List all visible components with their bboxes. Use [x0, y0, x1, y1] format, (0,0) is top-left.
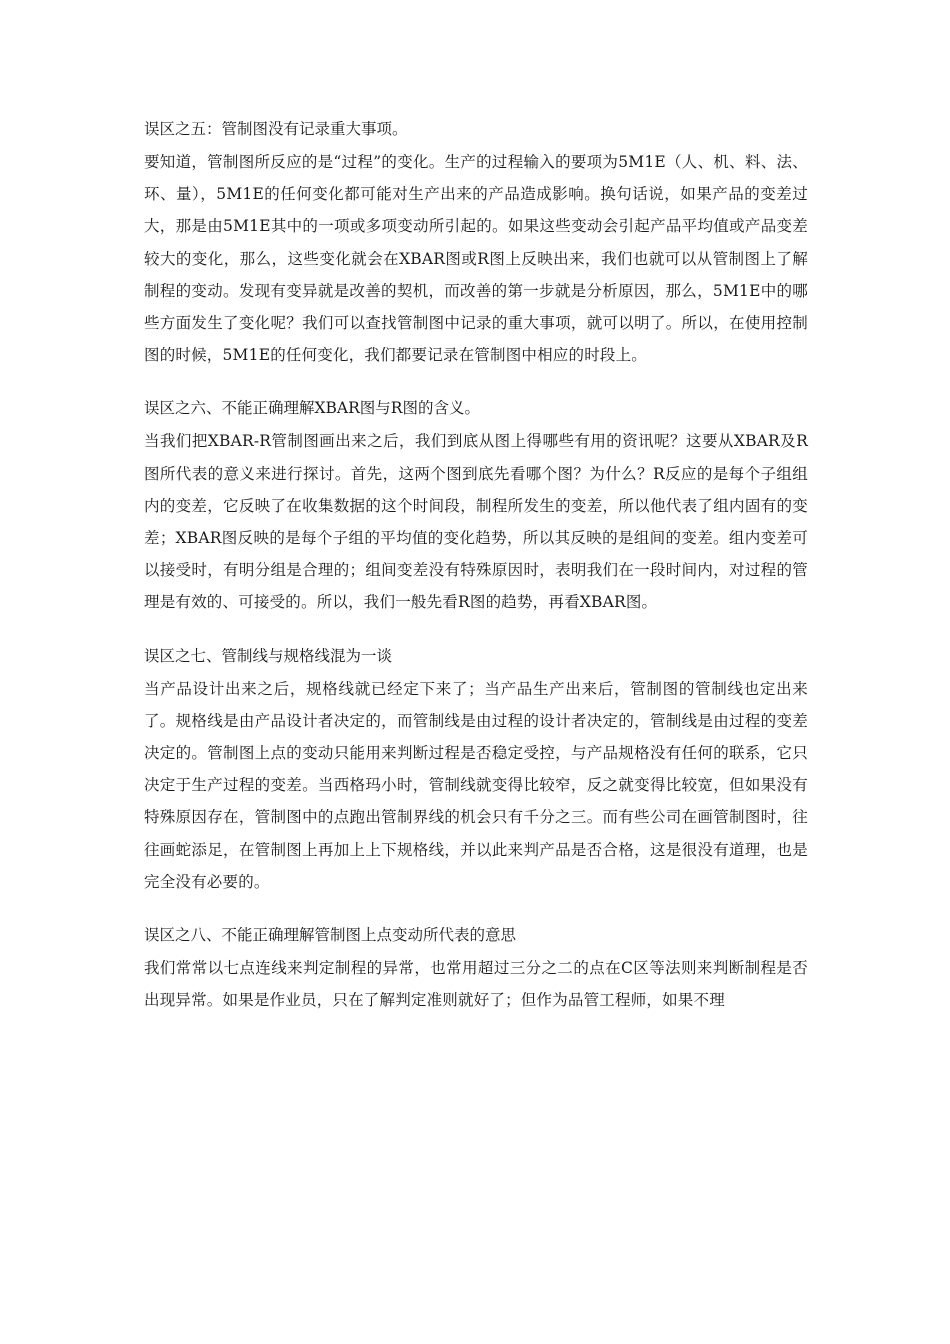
section-heading: 误区之八、不能正确理解管制图上点变动所代表的意思 — [144, 926, 517, 945]
document-page — [144, 112, 808, 1036]
section-mistake-5 — [144, 112, 808, 371]
section-heading: 误区之五：管制图没有记录重大事项。 — [144, 120, 408, 138]
section-mistake-7 — [144, 639, 808, 898]
section-paragraph: 要知道，管制图所反应的是“过程”的变化。生产的过程输入的要项为5M1E（人、机、料、法、环、量），5M1E的任何变化都可能对生产出来的产品造成影响。换句话说，如果产品的变差过大，那是由5M1E其中的一项或多项变动所引起的。如果这些变动会引起产品平均值或产品变差较大的变化，那么，这些变化就会在XBAR图或R图上反映出来，我们也就可以从管制图上了解制程的变动。发现有变异就是改善的契机，而改善的第一步就是分析原因，那么，5M1E中的哪些方面发生了变化呢？我们可以查找管制图中记录的重大事项，就可以明了。所以，在使用控制图的时候，5M1E的任何变化，我们都要记录在管制图中相应的时段上。 — [144, 153, 808, 365]
section-paragraph: 我们常常以七点连线来判定制程的异常，也常用超过三分之二的点在C区等法则来判断制程是否出现异常。如果是作业员，只在了解判定准则就好了；但作为品管工程师，如果不理 — [144, 959, 808, 1010]
section-paragraph: 当产品设计出来之后，规格线就已经定下来了；当产品生产出来后，管制图的管制线也定出来了。规格线是由产品设计者决定的，而管制线是由过程的设计者决定的，管制线是由过程的变差决定的。管制图上点的变动只能用来判断过程是否稳定受控，与产品规格没有任何的联系，它只决定于生产过程的变差。当西格玛小时，管制线就变得比较窄，反之就变得比较宽，但如果没有特殊原因存在，管制图中的点跑出管制界线的机会只有千分之三。而有些公司在画管制图时，往往画蛇添足，在管制图上再加上上下规格线，并以此来判产品是否合格，这是很没有道理，也是完全没有必要的。 — [144, 679, 808, 891]
section-mistake-8 — [144, 918, 808, 1016]
section-heading: 误区之七、管制线与规格线混为一谈 — [144, 646, 393, 665]
section-heading: 误区之六、不能正确理解XBAR图与R图的含义。 — [144, 399, 480, 418]
section-mistake-6 — [144, 391, 808, 618]
section-paragraph: 当我们把XBAR-R管制图画出来之后，我们到底从图上得哪些有用的资讯呢？这要从XBAR及R图所代表的意义来进行探讨。首先，这两个图到底先看哪个图？为什么？R反应的是每个子组组内的变差，它反映了在收集数据的这个时间段，制程所发生的变差，所以他代表了组内固有的变差；XBAR图反映的是每个子组的平均值的变化趋势，所以其反映的是组间的变差。组内变差可以接受时，有明分组是合理的；组间变差没有特殊原因时，表明我们在一段时间内，对过程的管理是有效的、可接受的。所以，我们一般先看R图的趋势，再看XBAR图。 — [144, 432, 808, 612]
